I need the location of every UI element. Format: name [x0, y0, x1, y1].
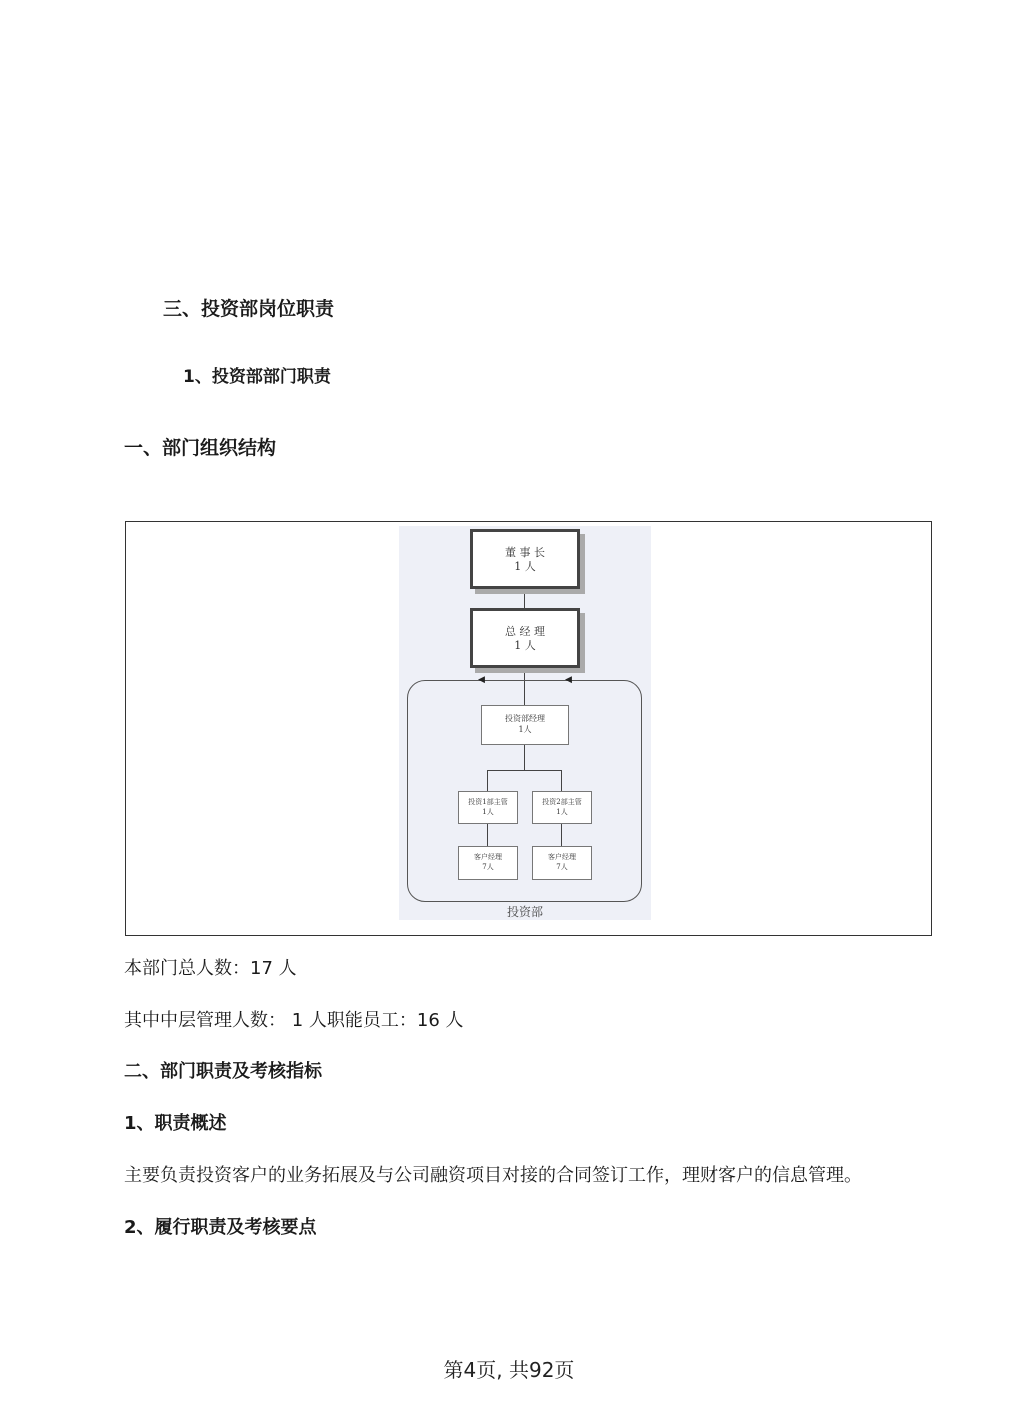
account-manager-1-title: 客户经理: [474, 853, 502, 861]
heading-duties: 二、部门职责及考核指标: [124, 1061, 322, 1082]
supervisor-2-count: 1人: [556, 808, 568, 816]
subsection-title: 1、投资部部门职责: [183, 367, 331, 387]
box-supervisor-2: [532, 791, 592, 824]
box-dept-manager: [481, 705, 569, 745]
account-manager-2-title: 客户经理: [548, 853, 576, 861]
supervisor-2-title: 投资2部主管: [542, 798, 582, 806]
total-staff: 本部门总人数：17 人: [124, 958, 297, 979]
connector-chairman-gm: [524, 589, 525, 609]
page-footer: 第4页, 共92页: [443, 1358, 575, 1382]
box-account-manager-2: [532, 846, 592, 880]
account-manager-1-count: 7人: [482, 863, 494, 871]
box-general-manager: [470, 608, 580, 668]
overview-text: 主要负责投资客户的业务拓展及与公司融资项目对接的合同签订工作，理财客户的信息管理。: [124, 1165, 862, 1186]
chairman-title: 董 事 长: [505, 546, 545, 559]
section-title: 三、投资部岗位职责: [163, 298, 335, 320]
heading-overview: 1、职责概述: [124, 1113, 227, 1134]
staff-breakdown: 其中中层管理人数： 1 人职能员工：16 人: [124, 1010, 464, 1031]
heading-org-structure: 一、部门组织结构: [124, 437, 277, 459]
box-account-manager-1: [458, 846, 518, 880]
account-manager-2-count: 7人: [556, 863, 568, 871]
box-supervisor-1: [458, 791, 518, 824]
gm-count: 1 人: [514, 639, 536, 652]
arrow-left-icon: ◀: [478, 675, 485, 685]
department-group-label: 投资部: [506, 905, 543, 919]
gm-title: 总 经 理: [505, 625, 545, 638]
arrow-right-icon: ◀: [565, 675, 572, 685]
dept-manager-title: 投资部经理: [505, 714, 545, 723]
chairman-count: 1 人: [514, 560, 536, 573]
heading-kpi: 2、履行职责及考核要点: [124, 1217, 317, 1238]
supervisor-1-title: 投资1部主管: [468, 798, 508, 806]
supervisor-1-count: 1人: [482, 808, 494, 816]
box-chairman: [470, 529, 580, 589]
dept-manager-count: 1人: [518, 725, 532, 734]
